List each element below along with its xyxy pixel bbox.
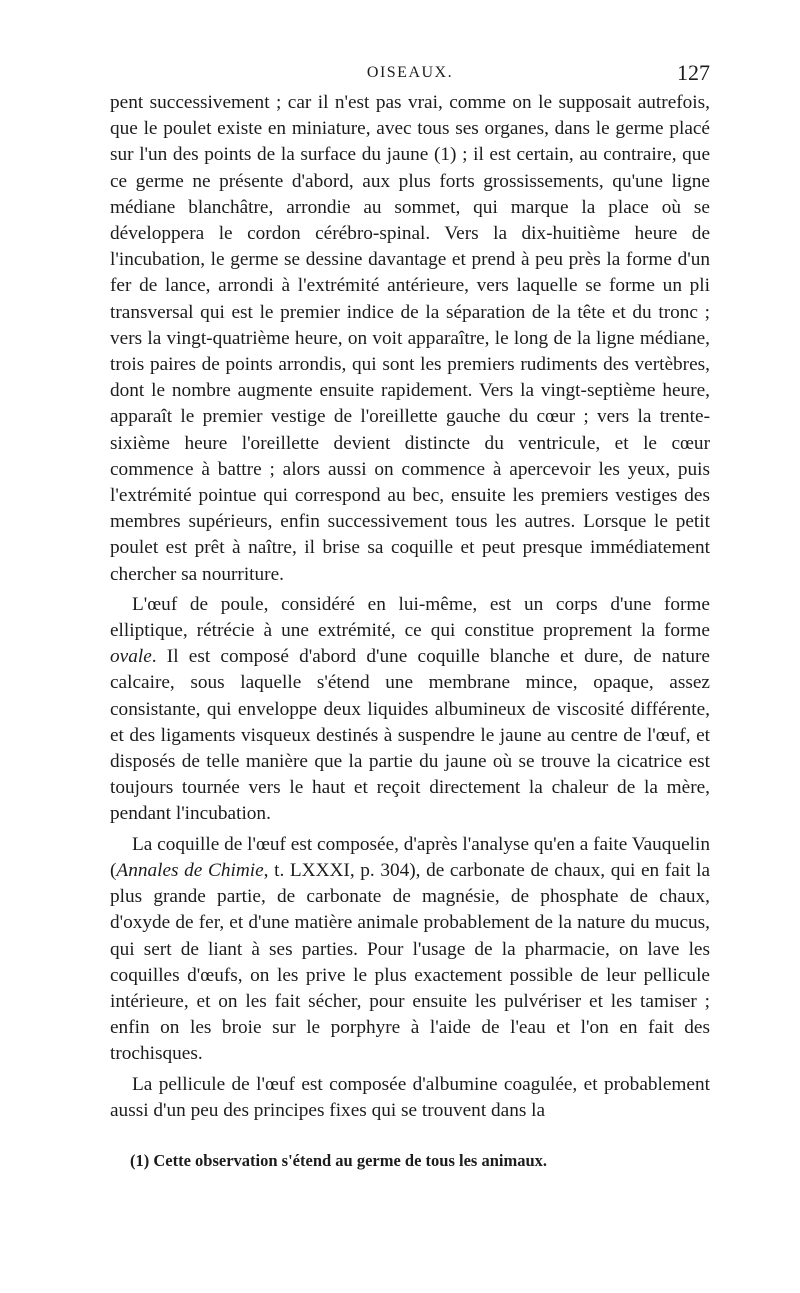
paragraph-3-text-a: La coquille de l'œuf est composée, d'après l'analyse qu'en a faite Vauquelin ( [110, 833, 710, 881]
page-number: 127 [677, 60, 710, 85]
paragraph-4-text: La pellicule de l'œuf est composée d'albumine coagulée, et probablement aussi d'un peu des principes fixes qui se trouvent dans la [110, 1073, 710, 1121]
paragraph-2 [110, 592, 710, 828]
paragraph-3-text-b: , t. LXXXI, p. 304), de carbonate de chaux, qui en fait la plus grande partie, de carbonate de magnésie, de phosphate de chaux, d'oxyde de fer, et d'une matière animale probablement de la nature du mucus, qui sert de liant à ses parties. Pour l'usage de la pharmacie, on lave les coquilles d'œufs, on les prive le plus exactement possible de leur pellicule intérieure, et on les fait sécher, pour ensuite les pulvériser et les tamiser ; enfin on les broie sur le porphyre à l'aide de l'eau et l'on en fait des trochisques. [110, 859, 710, 1065]
book-page [110, 60, 710, 1124]
body-text [110, 90, 710, 1124]
paragraph-3 [110, 832, 710, 1068]
running-head [110, 60, 710, 90]
running-title: OISEAUX. [366, 64, 454, 81]
footnote: (1) Cette observation s'étend au germe de tous les animaux. [130, 1151, 548, 1170]
paragraph-4 [110, 1072, 710, 1124]
paragraph-2-text-b: . Il est composé d'abord d'une coquille blanche et dure, de nature calcaire, sous laquelle s'étend une membrane mince, opaque, assez consistante, qui enveloppe deux liquides albumineux de viscosité différente, et des ligaments visqueux destinés à suspendre le jaune au centre de l'œuf, et disposés de telle manière que la partie du jaune où se trouve la cicatrice est toujours tournée vers le haut et reçoit directement la chaleur de la mère, pendant l'incubation. [110, 646, 710, 825]
paragraph-1-text: pent successivement ; car il n'est pas vrai, comme on le supposait autrefois, que le poulet existe en miniature, avec tous ses organes, dans le germe placé sur l'un des points de la surface du jaune (1) ; il est certain, au contraire, que ce germe ne présente d'abord, aux plus forts grossissements, qu'une ligne médiane blanchâtre, arrondie au sommet, qui marque la place où se développera le cordon cérébro-spinal. Vers la dix-huitième heure de l'incubation, le germe se dessine davantage et prend à peu près la forme d'un fer de lance, arrondi à l'extrémité antérieure, vers laquelle se forme un pli transversal qui est le premier indice de la séparation de la tête et du tronc ; vers la vingt-quatrième heure, on voit apparaître, le long de la ligne médiane, trois paires de points arrondis, qui sont les premiers rudiments des vertèbres, dont le nombre augmente ensuite rapidement. Vers la vingt-septième heure, apparaît le premier vestige de l'oreillette gauche du cœur ; vers la trente-sixième heure l'oreillette devient distincte du ventricule, et le cœur commence à battre ; alors aussi on commence à apercevoir les yeux, puis l'extrémité pointue qui correspond au bec, ensuite les premiers vestiges des membres supérieurs, enfin successivement tous les autres. Lorsque le petit poulet est prêt à naître, il brise sa coquille et peut presque immédiatement chercher sa nourriture. [110, 92, 710, 585]
paragraph-2-text-a: L'œuf de poule, considéré en lui-même, est un corps d'une forme elliptique, rétrécie à une extrémité, ce qui constitue proprement la forme [110, 593, 710, 642]
italic-citation: Annales de Chimie [116, 859, 264, 881]
paragraph-1 [110, 90, 710, 588]
italic-term-ovale: ovale [110, 646, 152, 668]
